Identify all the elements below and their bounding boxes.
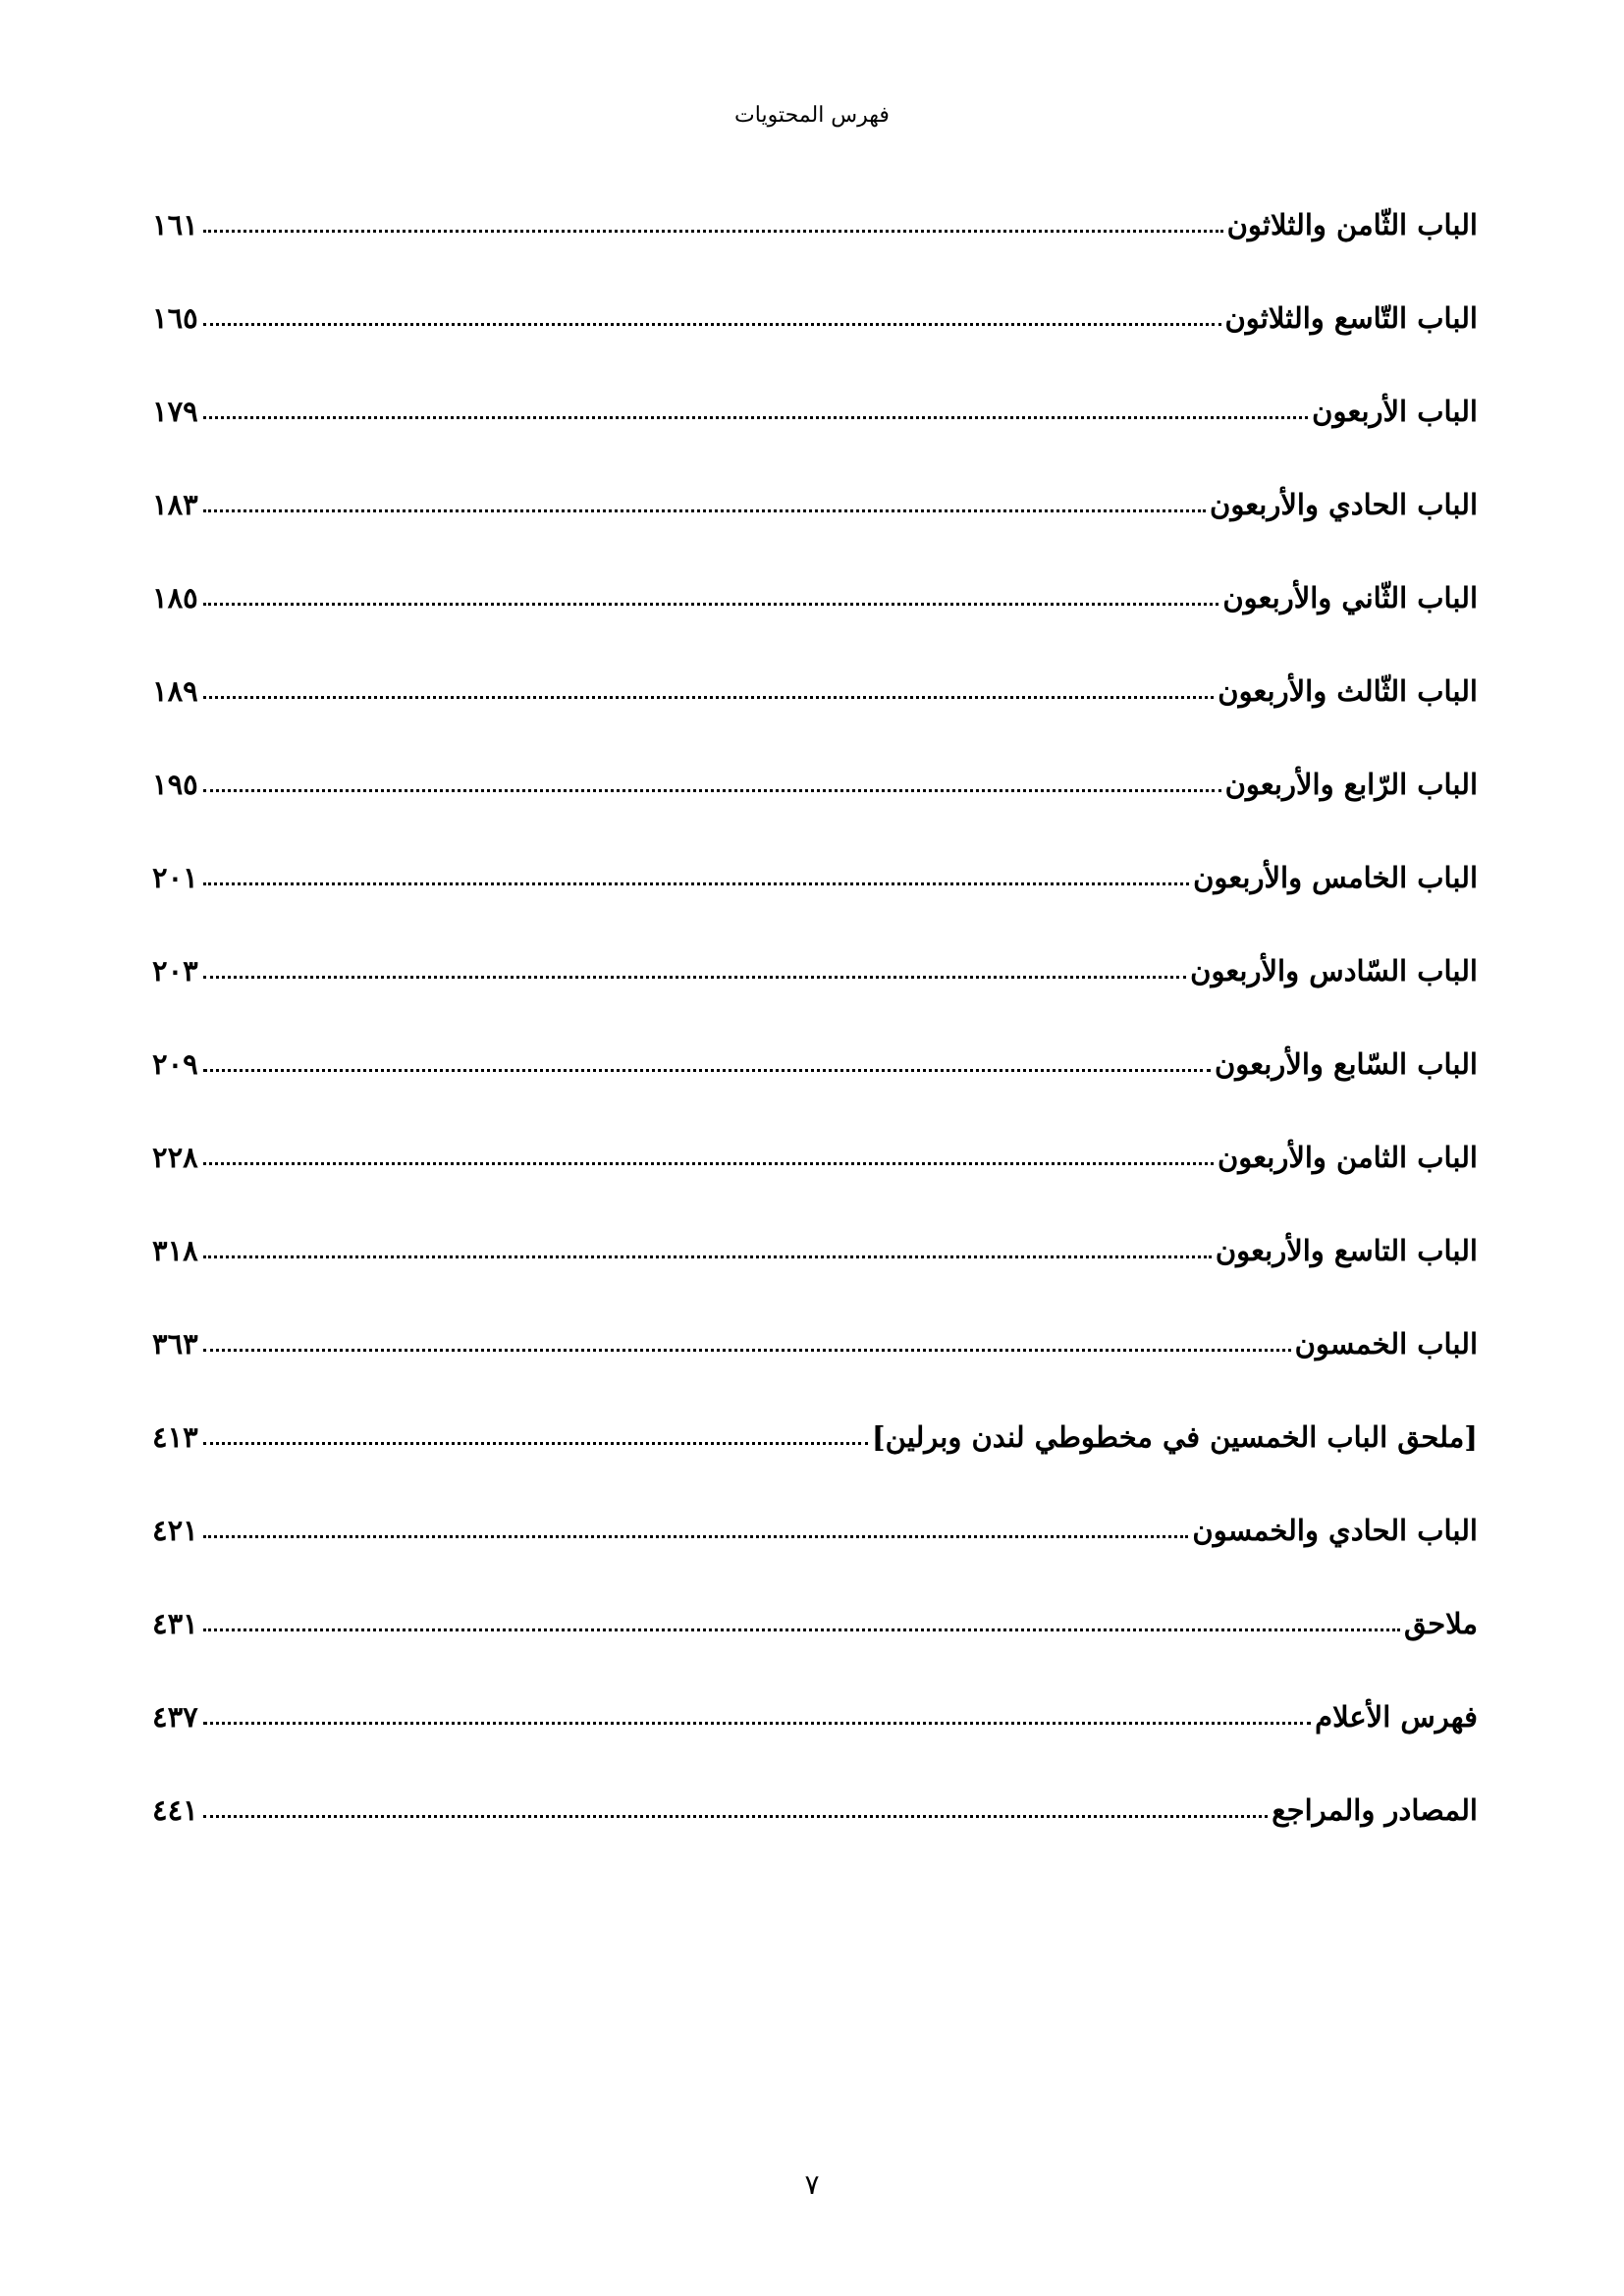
- toc-entry[interactable]: [152, 758, 1478, 851]
- table-of-contents: [152, 198, 1478, 1877]
- toc-entry[interactable]: [152, 851, 1478, 944]
- toc-entry[interactable]: [152, 198, 1478, 292]
- toc-entry-page: ٢٠١: [152, 861, 198, 894]
- toc-entry-title: الباب الثّامن والثلاثون: [1226, 208, 1478, 241]
- toc-entry-title: الباب الحادي والخمسون: [1192, 1514, 1478, 1547]
- toc-entry-page: ١٩٥: [152, 768, 198, 801]
- dot-leader: [203, 229, 1223, 233]
- toc-entry-page: ٢٠٣: [152, 954, 198, 988]
- toc-entry-title: الباب السّادس والأربعون: [1190, 954, 1478, 988]
- toc-entry[interactable]: [152, 1784, 1478, 1877]
- dot-leader: [203, 1068, 1211, 1072]
- toc-entry-title: الباب الثّاني والأربعون: [1222, 581, 1478, 614]
- page-number: ٧: [804, 2168, 820, 2201]
- toc-entry-title: الباب التّاسع والثلاثون: [1224, 301, 1478, 335]
- toc-entry-title: [ملحق الباب الخمسين في مخطوطي لندن وبرلين]: [871, 1420, 1478, 1454]
- toc-entry-page: ١٦٥: [152, 301, 198, 335]
- toc-entry-page: ١٨٣: [152, 488, 198, 521]
- dot-leader: [203, 881, 1189, 885]
- dot-leader: [203, 975, 1186, 979]
- toc-entry[interactable]: [152, 1597, 1478, 1690]
- toc-entry[interactable]: [152, 385, 1478, 478]
- toc-entry-title: ملاحق: [1404, 1607, 1478, 1640]
- toc-entry-page: ١٨٥: [152, 581, 198, 614]
- toc-entry[interactable]: [152, 944, 1478, 1038]
- toc-entry[interactable]: [152, 292, 1478, 385]
- toc-entry-page: ٤٣٧: [152, 1700, 198, 1734]
- dot-leader: [203, 322, 1221, 326]
- toc-entry-page: ٢٠٩: [152, 1047, 198, 1081]
- toc-entry[interactable]: [152, 1690, 1478, 1784]
- dot-leader: [203, 1721, 1311, 1725]
- toc-entry-page: ٣١٨: [152, 1234, 198, 1267]
- toc-entry-page: ١٧٩: [152, 395, 198, 428]
- toc-entry-page: ٤٣١: [152, 1607, 198, 1640]
- dot-leader: [203, 695, 1214, 699]
- toc-entry[interactable]: [152, 665, 1478, 758]
- toc-entry-title: الباب الخامس والأربعون: [1193, 861, 1478, 894]
- toc-entry-page: ٤١٣: [152, 1420, 198, 1454]
- dot-leader: [203, 1534, 1188, 1538]
- toc-entry[interactable]: [152, 1131, 1478, 1224]
- running-header: فهرس المحتويات: [734, 103, 890, 128]
- toc-entry[interactable]: [152, 1411, 1478, 1504]
- toc-entry[interactable]: [152, 1038, 1478, 1131]
- toc-entry-title: الباب الخمسون: [1294, 1327, 1478, 1361]
- toc-entry[interactable]: [152, 1224, 1478, 1317]
- dot-leader: [203, 602, 1218, 606]
- toc-entry-title: المصادر والمراجع: [1272, 1793, 1478, 1827]
- dot-leader: [203, 1161, 1214, 1165]
- toc-entry-page: ١٨٩: [152, 674, 198, 708]
- dot-leader: [203, 415, 1308, 419]
- toc-entry-title: الباب التاسع والأربعون: [1215, 1234, 1478, 1267]
- toc-entry-title: الباب الثّالث والأربعون: [1218, 674, 1478, 708]
- toc-entry-title: الباب الثامن والأربعون: [1217, 1141, 1478, 1174]
- toc-entry-page: ٢٢٨: [152, 1141, 198, 1174]
- toc-entry[interactable]: [152, 1317, 1478, 1411]
- toc-entry-page: ١٦١: [152, 208, 198, 241]
- toc-entry-title: الباب الرّابع والأربعون: [1224, 768, 1478, 801]
- dot-leader: [203, 1348, 1291, 1352]
- toc-entry[interactable]: [152, 478, 1478, 571]
- toc-entry-page: ٤٤١: [152, 1793, 198, 1827]
- dot-leader: [203, 1441, 868, 1445]
- toc-entry[interactable]: [152, 1504, 1478, 1597]
- dot-leader: [203, 508, 1206, 512]
- dot-leader: [203, 1255, 1212, 1258]
- dot-leader: [203, 788, 1221, 792]
- toc-entry[interactable]: [152, 571, 1478, 665]
- toc-entry-page: ٣٦٣: [152, 1327, 198, 1361]
- toc-entry-title: الباب الأربعون: [1312, 395, 1478, 428]
- toc-entry-title: الباب السّابع والأربعون: [1214, 1047, 1478, 1081]
- toc-entry-title: الباب الحادي والأربعون: [1210, 488, 1478, 521]
- toc-entry-title: فهرس الأعلام: [1315, 1700, 1478, 1734]
- dot-leader: [203, 1628, 1400, 1631]
- toc-entry-page: ٤٢١: [152, 1514, 198, 1547]
- dot-leader: [203, 1814, 1268, 1818]
